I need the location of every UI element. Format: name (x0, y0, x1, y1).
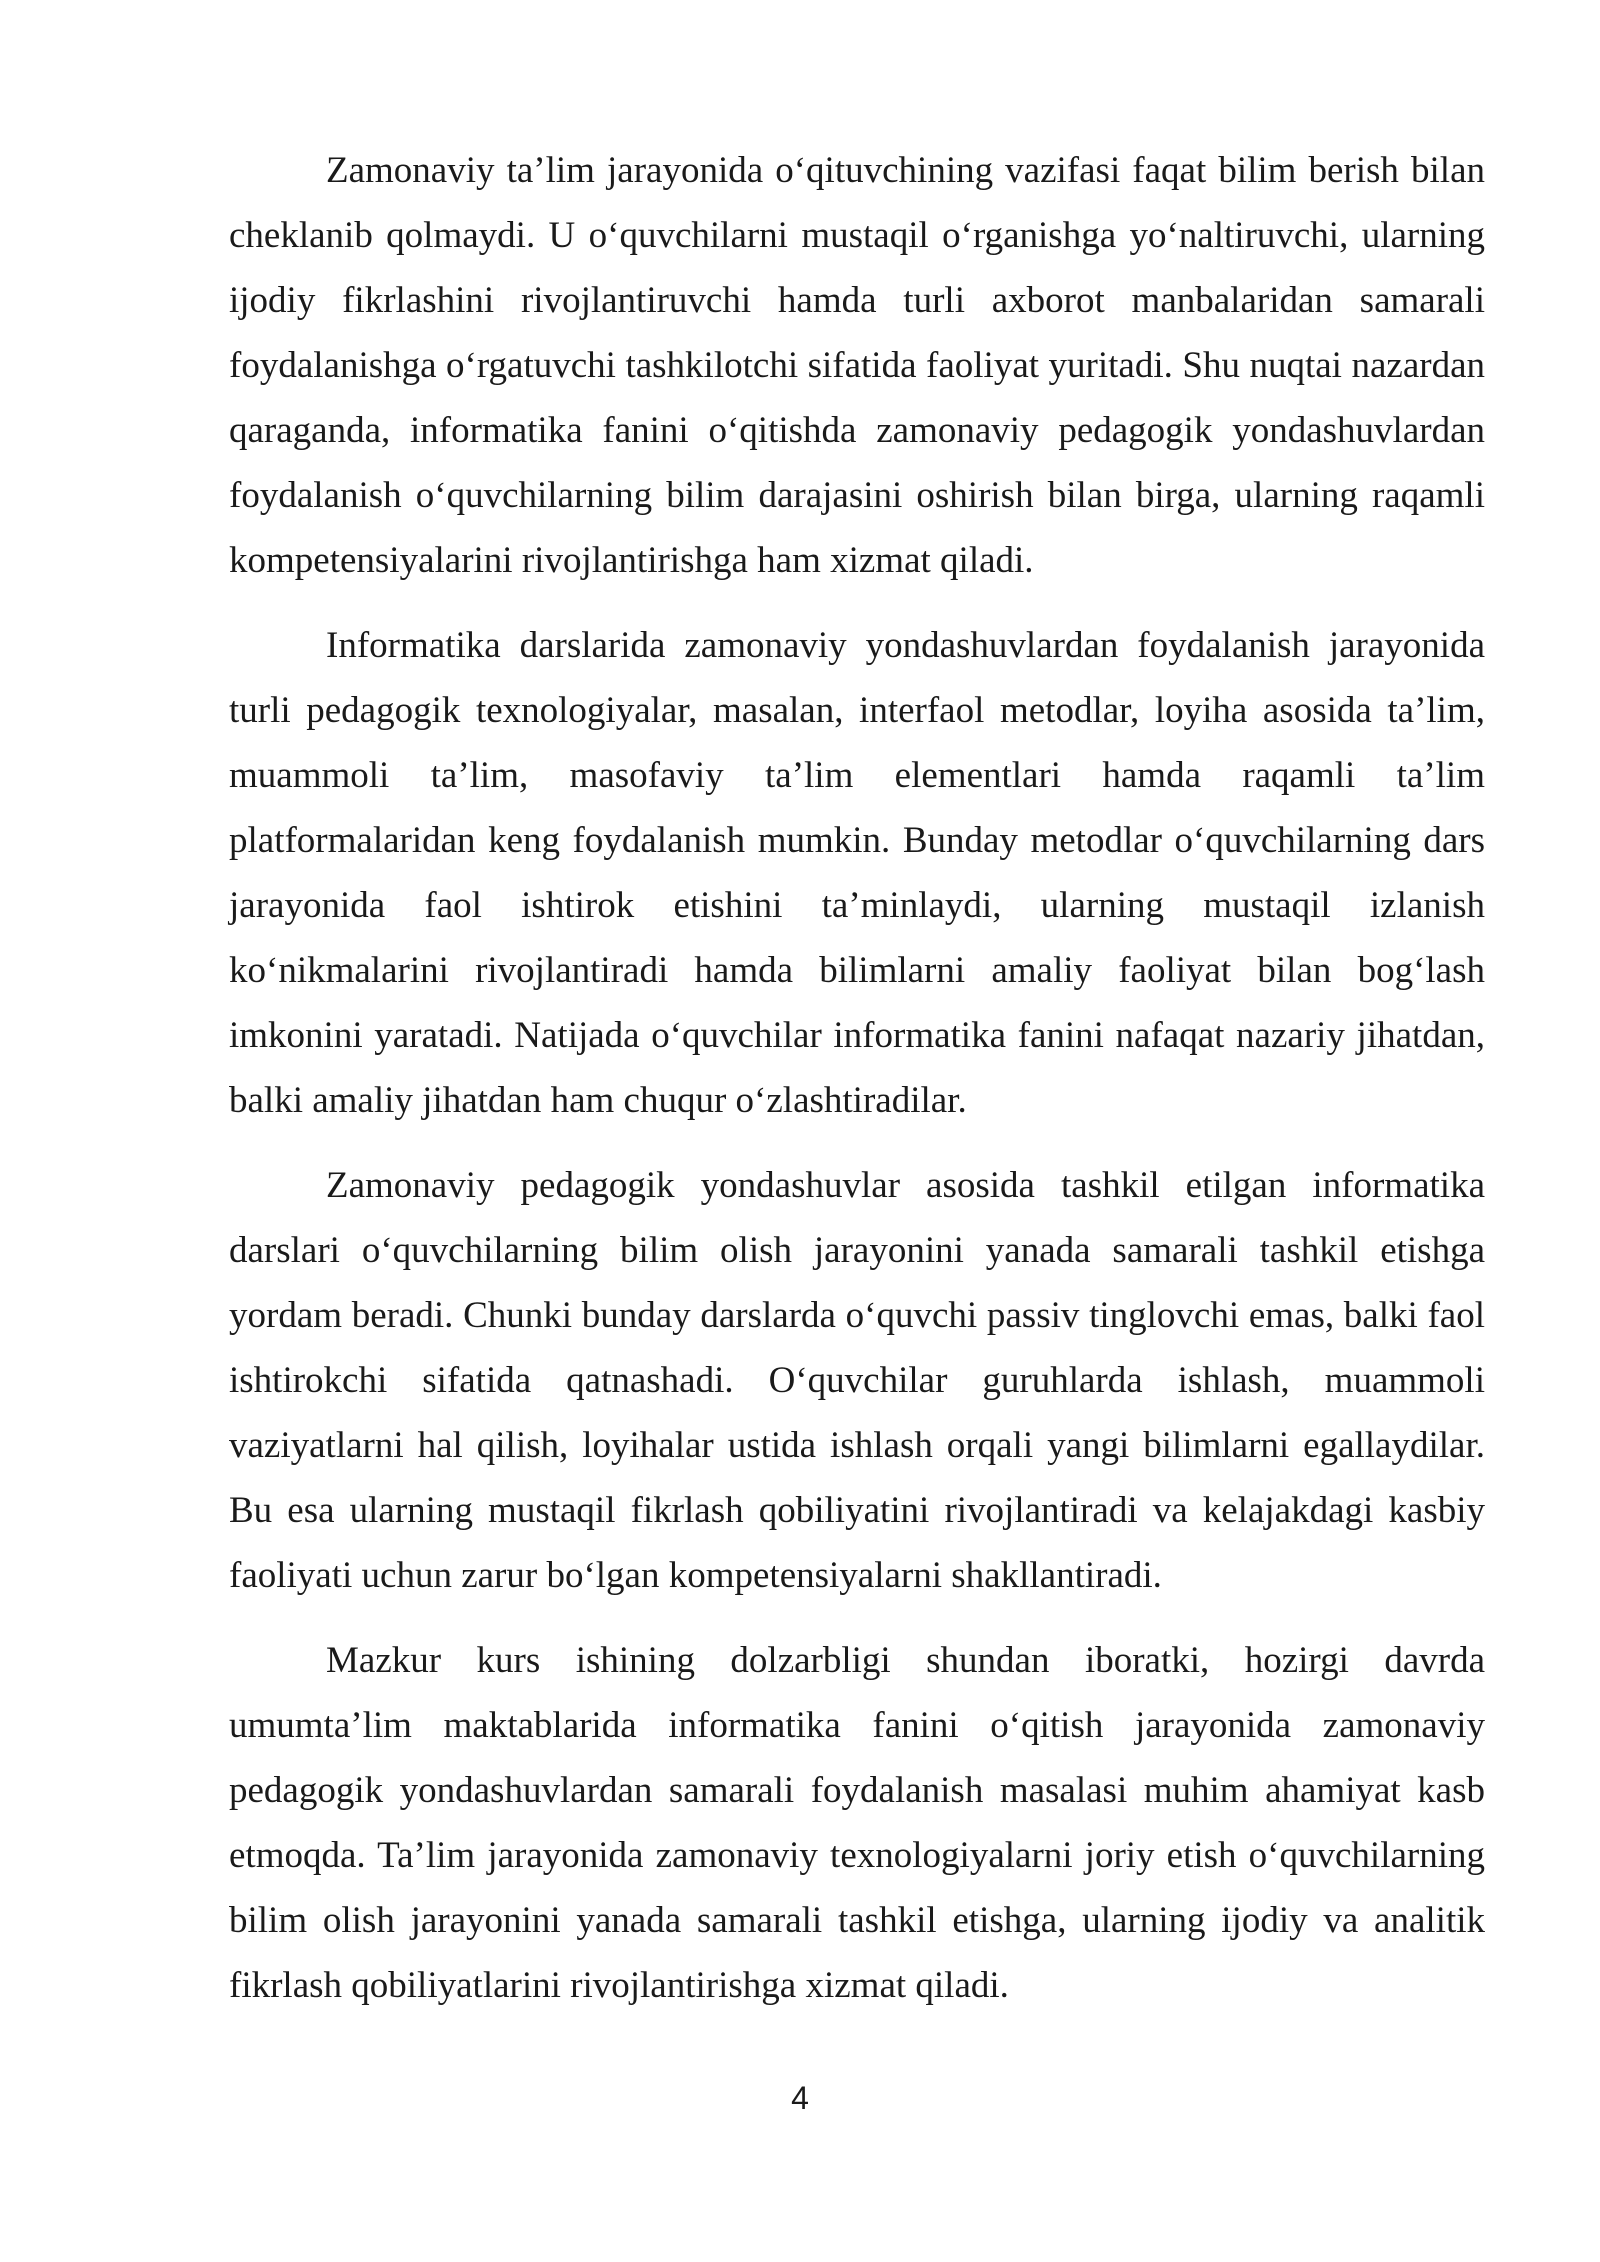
paragraph-2: Informatika darslarida zamonaviy yondashuvlardan foydalanish jarayonida turli pedagogik texnologiyalar, masalan, interfaol metodlar, loyiha asosida ta’lim, muammoli ta’lim, masofaviy ta’lim elementlari hamda raqamli ta’lim platformalaridan keng foydalanish mumkin. Bunday metodlar o‘quvchilarning dars jarayonida faol ishtirok etishini ta’minlaydi, ularning mustaqil izlanish ko‘nikmalarini rivojlantiradi hamda bilimlarni amaliy faoliyat bilan bog‘lash imkonini yaratadi. Natijada o‘quvchilar informatika fanini nafaqat nazariy jihatdan, balki amaliy jihatdan ham chuqur o‘zlashtiradilar. (229, 625, 1485, 1121)
paragraph-4: Mazkur kurs ishining dolzarbligi shundan iboratki, hozirgi davrda umumta’lim maktablarida informatika fanini o‘qitish jarayonida zamonaviy pedagogik yondashuvlardan samarali foydalanish masalasi muhim ahamiyat kasb etmoqda. Ta’lim jarayonida zamonaviy texnologiyalarni joriy etish o‘quvchilarning bilim olish jarayonini yanada samarali tashkil etishga, ularning ijodiy va analitik fikrlash qobiliyatlarini rivojlantirishga xizmat qiladi. (229, 1640, 1485, 2006)
body-text (229, 138, 1485, 2038)
paragraph-3: Zamonaviy pedagogik yondashuvlar asosida tashkil etilgan informatika darslari o‘quvchilarning bilim olish jarayonini yanada samarali tashkil etishga yordam beradi. Chunki bunday darslarda o‘quvchi passiv tinglovchi emas, balki faol ishtirokchi sifatida qatnashadi. O‘quvchilar guruhlarda ishlash, muammoli vaziyatlarni hal qilish, loyihalar ustida ishlash orqali yangi bilimlarni egallaydilar. Bu esa ularning mustaqil fikrlash qobiliyatini rivojlantiradi va kelajakdagi kasbiy faoliyati uchun zarur bo‘lgan kompetensiyalarni shakllantiradi. (229, 1165, 1485, 1596)
paragraph-1: Zamonaviy ta’lim jarayonida o‘qituvchining vazifasi faqat bilim berish bilan cheklanib qolmaydi. U o‘quvchilarni mustaqil o‘rganishga yo‘naltiruvchi, ularning ijodiy fikrlashini rivojlantiruvchi hamda turli axborot manbalaridan samarali foydalanishga o‘rgatuvchi tashkilotchi sifatida faoliyat yuritadi. Shu nuqtai nazardan qaraganda, informatika fanini o‘qitishda zamonaviy pedagogik yondashuvlardan foydalanish o‘quvchilarning bilim darajasini oshirish bilan birga, ularning raqamli kompetensiyalarini rivojlantirishga ham xizmat qiladi. (229, 150, 1485, 581)
page-number: 4 (791, 2080, 809, 2116)
